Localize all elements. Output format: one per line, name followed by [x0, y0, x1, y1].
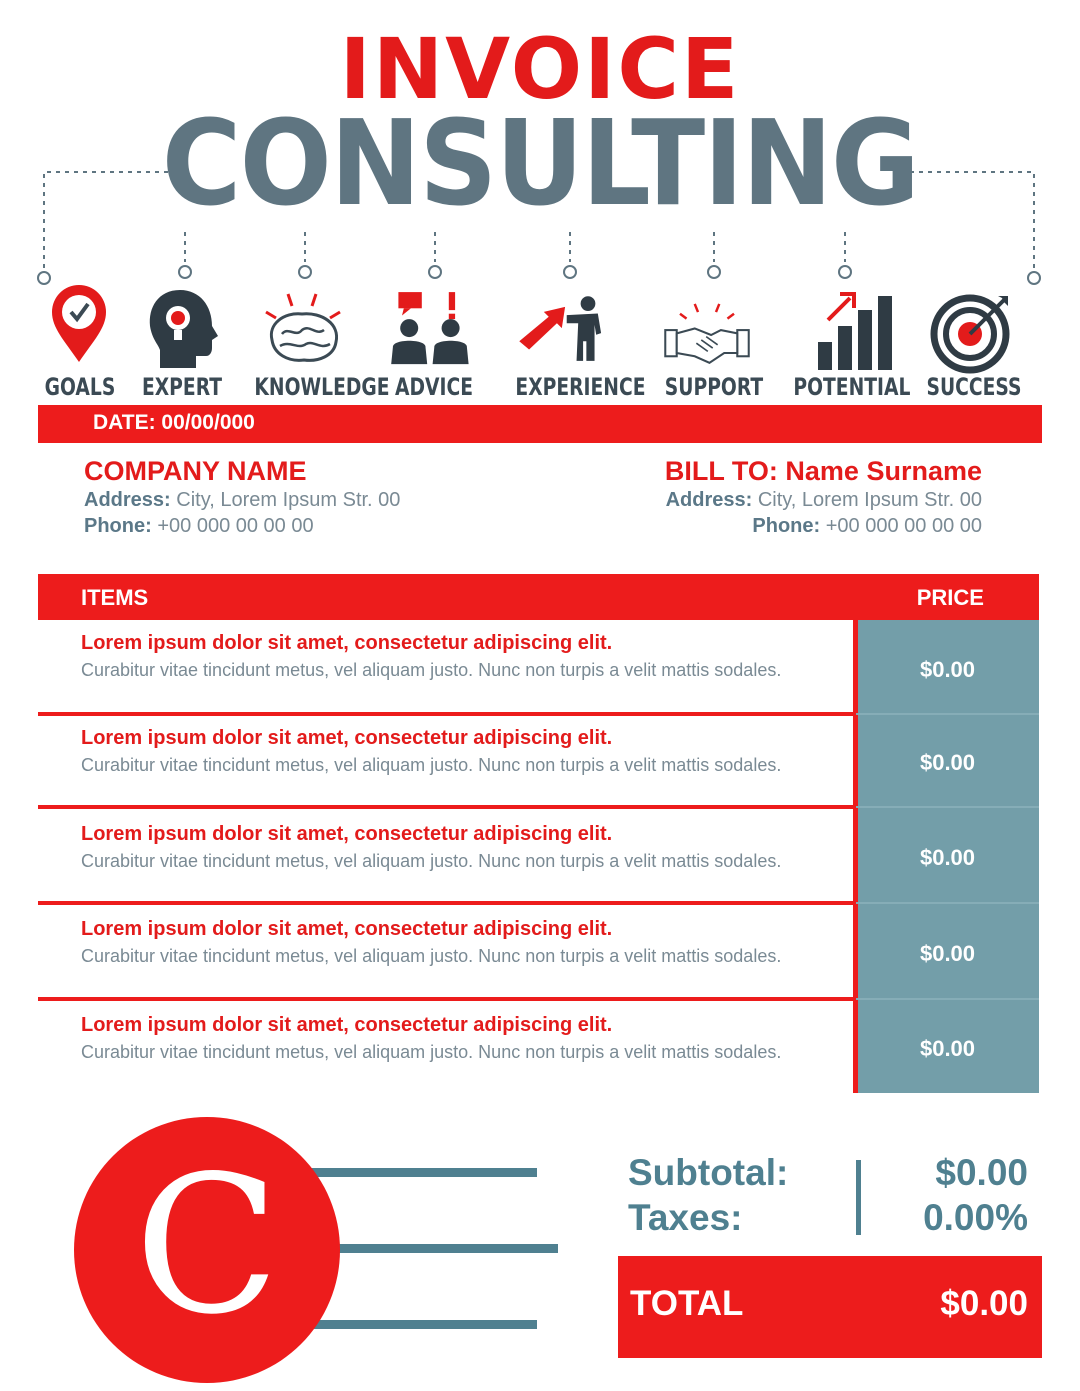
row-divider: [38, 997, 856, 1001]
item-description: Curabitur vitae tincidunt metus, vel aliquam justo. Nunc non turpis a velit mattis sodales.: [81, 1042, 782, 1062]
icon-label-potential: POTENTIAL: [793, 373, 911, 401]
item-price: $0.00: [919, 1036, 976, 1061]
icon-label-support: SUPPORT: [664, 373, 764, 401]
bill-to-name: BILL TO: Name Surname: [664, 456, 982, 486]
price-row-divider: [856, 998, 1039, 1000]
totals-divider: [856, 1160, 861, 1235]
bill-to-info: [522, 455, 982, 539]
item-title: Lorem ipsum dolor sit amet, consectetur adipiscing elit.: [81, 727, 613, 749]
brain-icon: [258, 290, 348, 380]
bill-to-address: Address: City, Lorem Ipsum Str. 00: [665, 489, 982, 511]
taxes-label: Taxes:: [628, 1197, 743, 1238]
icon-label-goals: GOALS: [44, 373, 116, 401]
total-label: TOTAL: [630, 1284, 744, 1323]
head-lightbulb-icon: [140, 284, 230, 374]
subtotal-label: Subtotal:: [628, 1152, 789, 1193]
row-divider: [38, 712, 856, 716]
icon-label-knowledge: KNOWLEDGE: [254, 373, 390, 401]
row-divider: [38, 805, 856, 809]
table-row: [38, 727, 856, 807]
item-description: Curabitur vitae tincidunt metus, vel aliquam justo. Nunc non turpis a velit mattis sodales.: [81, 660, 782, 680]
company-phone: Phone: +00 000 00 00 00: [84, 515, 314, 537]
consulting-title: CONSULTING: [161, 94, 919, 232]
table-row: [38, 1014, 856, 1094]
logo-letter: C: [134, 1135, 280, 1356]
item-description: Curabitur vitae tincidunt metus, vel aliquam justo. Nunc non turpis a velit mattis sodales.: [81, 851, 782, 871]
price-row-divider: [856, 713, 1039, 715]
item-price: $0.00: [919, 750, 976, 775]
item-price: $0.00: [919, 657, 976, 682]
icon-label-advice: ADVICE: [394, 373, 473, 401]
person-arrow-icon: [516, 284, 606, 374]
people-speech-icon: [384, 284, 474, 374]
price-column-header: PRICE: [916, 585, 984, 610]
icon-label-success: SUCCESS: [926, 373, 1022, 401]
table-row: [38, 918, 856, 998]
subtotal-value: $0.00: [935, 1152, 1028, 1193]
row-divider: [38, 901, 856, 905]
total-value: $0.00: [940, 1284, 1028, 1323]
bill-to-phone: Phone: +00 000 00 00 00: [752, 515, 982, 537]
item-description: Curabitur vitae tincidunt metus, vel aliquam justo. Nunc non turpis a velit mattis sodales.: [81, 946, 782, 966]
invoice-date: DATE: 00/00/000: [93, 411, 255, 434]
location-pin-check-icon: [34, 282, 124, 372]
item-price: $0.00: [919, 845, 976, 870]
icon-label-experience: EXPERIENCE: [515, 373, 646, 401]
total-bar: [618, 1256, 1042, 1358]
price-row-divider: [856, 806, 1039, 808]
handshake-icon: [662, 290, 752, 380]
item-description: Curabitur vitae tincidunt metus, vel aliquam justo. Nunc non turpis a velit mattis sodales.: [81, 755, 782, 775]
item-title: Lorem ipsum dolor sit amet, consectetur adipiscing elit.: [81, 918, 613, 940]
date-bar: [38, 405, 1042, 443]
items-column-header: ITEMS: [81, 585, 149, 610]
item-title: Lorem ipsum dolor sit amet, consectetur adipiscing elit.: [81, 823, 613, 845]
item-title: Lorem ipsum dolor sit amet, consectetur adipiscing elit.: [81, 1014, 613, 1036]
price-row-divider: [856, 902, 1039, 904]
items-table-header: [38, 574, 1039, 620]
item-price: $0.00: [919, 941, 976, 966]
table-row: [38, 632, 856, 712]
item-title: Lorem ipsum dolor sit amet, consectetur adipiscing elit.: [81, 632, 613, 654]
table-row: [38, 823, 856, 903]
company-name: COMPANY NAME: [84, 456, 307, 486]
target-icon: [928, 288, 1018, 378]
invoice-title: INVOICE: [339, 20, 741, 118]
taxes-value: 0.00%: [923, 1197, 1028, 1238]
bar-growth-icon: [806, 286, 896, 376]
company-logo: [74, 1117, 340, 1383]
company-address: Address: City, Lorem Ipsum Str. 00: [84, 489, 401, 511]
icon-label-expert: EXPERT: [141, 373, 223, 401]
company-info: [84, 455, 544, 539]
